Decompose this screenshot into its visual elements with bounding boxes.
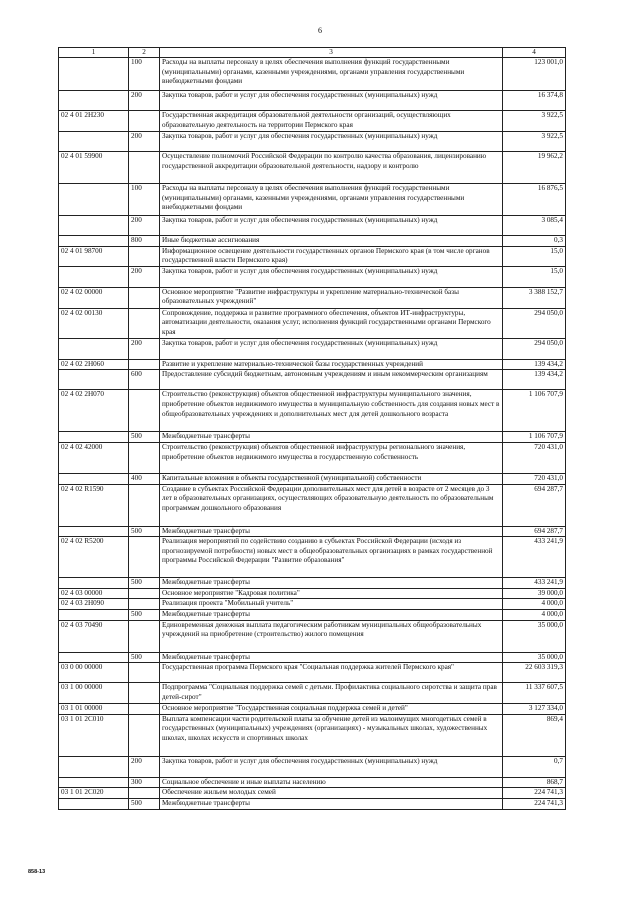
table-row: [59, 620, 566, 652]
expense-type-code: 600: [129, 370, 160, 390]
amount-value: 4 000,0: [503, 609, 566, 620]
amount-value: 39 000,0: [503, 588, 566, 599]
amount-value: 19 962,2: [503, 152, 566, 184]
table-row: [59, 308, 566, 338]
table-row: [59, 216, 566, 236]
expense-type-code: 500: [129, 578, 160, 589]
table-row: [59, 704, 566, 715]
amount-value: 35 000,0: [503, 620, 566, 652]
expense-name: Сопровождение, поддержка и развитие программного обеспечения, объектов ИТ-инфраструктуры, автоматизации деятельности, оказания услуг, исполнения функций государственными органами Пермского края: [160, 308, 503, 338]
budget-classification-code: 02 4 03 2Н090: [59, 599, 129, 610]
expense-type-code: [129, 246, 160, 266]
budget-classification-code: [59, 652, 129, 663]
budget-classification-code: [59, 526, 129, 537]
expense-name: Обеспечение жильем молодых семей: [160, 788, 503, 799]
budget-classification-code: 02 4 02 R1590: [59, 484, 129, 526]
table-row: [59, 287, 566, 308]
budget-classification-code: [59, 777, 129, 788]
table-row: [59, 484, 566, 526]
table-row: [59, 442, 566, 473]
amount-value: 4 000,0: [503, 599, 566, 610]
budget-classification-code: 02 4 02 00130: [59, 308, 129, 338]
budget-classification-code: [59, 132, 129, 152]
table-row: [59, 756, 566, 777]
amount-value: 16 374,8: [503, 91, 566, 111]
expense-name: Расходы на выплаты персоналу в целях обеспечения выполнения функций государственными (муниципальными) органами, казенными учреждениями, органами управления государственными внебюджетными фондами: [160, 58, 503, 91]
expense-name: Строительство (реконструкция) объектов общественной инфраструктуры регионального значения, приобретение объектов недвижимого имущества в государственную собственность: [160, 442, 503, 473]
expense-name: Закупка товаров, работ и услуг для обеспечения государственных (муниципальных) нужд: [160, 216, 503, 236]
expense-type-code: [129, 683, 160, 704]
budget-classification-code: 03 1 01 2С020: [59, 788, 129, 799]
expense-type-code: [129, 788, 160, 799]
budget-classification-code: 02 4 01 2Н230: [59, 111, 129, 132]
table-row: [59, 370, 566, 390]
budget-classification-code: 02 4 02 R5200: [59, 537, 129, 578]
expense-type-code: 200: [129, 216, 160, 236]
table-row: [59, 473, 566, 484]
amount-value: 224 741,3: [503, 798, 566, 809]
expense-name: Межбюджетные трансферты: [160, 798, 503, 809]
expense-type-code: 500: [129, 652, 160, 663]
expense-type-code: [129, 588, 160, 599]
table-row: [59, 432, 566, 443]
expense-name: Иные бюджетные ассигнования: [160, 236, 503, 247]
expense-type-code: [129, 390, 160, 432]
table-row: [59, 58, 566, 91]
expense-type-code: 800: [129, 236, 160, 247]
budget-classification-code: 02 4 02 2Н060: [59, 359, 129, 370]
expense-type-code: [129, 359, 160, 370]
amount-value: 694 287,7: [503, 484, 566, 526]
expense-type-code: 500: [129, 798, 160, 809]
amount-value: 1 106 707,9: [503, 432, 566, 443]
table-row: [59, 798, 566, 809]
table-row: [59, 663, 566, 683]
expense-name: Выплата компенсации части родительской платы за обучение детей из малоимущих многодетных семей в государственных (муниципальных) учреждениях (организациях) - музыкальных школах, художественных школах, школах искусств и спортивных школах: [160, 714, 503, 756]
table-row: [59, 683, 566, 704]
expense-type-code: 400: [129, 473, 160, 484]
table-row: [59, 599, 566, 610]
table-row: [59, 359, 566, 370]
budget-classification-code: [59, 370, 129, 390]
table-row: [59, 609, 566, 620]
expense-name: Межбюджетные трансферты: [160, 526, 503, 537]
expense-type-code: [129, 714, 160, 756]
amount-value: 3 922,5: [503, 111, 566, 132]
header-row: [59, 48, 566, 58]
budget-classification-code: [59, 58, 129, 91]
amount-value: 294 050,0: [503, 338, 566, 359]
table-row: [59, 588, 566, 599]
amount-value: 1 106 707,9: [503, 390, 566, 432]
expense-type-code: 200: [129, 756, 160, 777]
expense-name: Информационное освещение деятельности государственных органов Пермского края (в том числе органов государственной власти Пермского края): [160, 246, 503, 266]
amount-value: 869,4: [503, 714, 566, 756]
budget-classification-code: [59, 756, 129, 777]
page-number: 6: [318, 26, 322, 35]
expense-name: Создание в субъектах Российской Федерации дополнительных мест для детей в возрасте от 2 месяцев до 3 лет в образовательных организациях, осуществляющих образовательную деятельность по образовательным программам дошкольного образования: [160, 484, 503, 526]
budget-classification-code: 02 4 01 98700: [59, 246, 129, 266]
amount-value: 694 287,7: [503, 526, 566, 537]
budget-classification-code: [59, 184, 129, 216]
expense-name: Закупка товаров, работ и услуг для обеспечения государственных (муниципальных) нужд: [160, 266, 503, 287]
amount-value: 0,7: [503, 756, 566, 777]
table-row: [59, 152, 566, 184]
table-row: [59, 246, 566, 266]
budget-classification-code: [59, 91, 129, 111]
expense-type-code: 300: [129, 777, 160, 788]
expense-type-code: [129, 111, 160, 132]
expense-name: Расходы на выплаты персоналу в целях обеспечения выполнения функций государственными (муниципальными) органами, казенными учреждениями, органами управления государственными внебюджетными фондами: [160, 184, 503, 216]
table-row: [59, 236, 566, 247]
amount-value: 3 922,5: [503, 132, 566, 152]
expense-type-code: [129, 152, 160, 184]
expense-type-code: 500: [129, 432, 160, 443]
expense-name: Социальное обеспечение и иные выплаты населению: [160, 777, 503, 788]
table-row: [59, 266, 566, 287]
expense-type-code: [129, 599, 160, 610]
budget-classification-code: [59, 798, 129, 809]
expense-name: Предоставление субсидий бюджетным, автономным учреждениям и иным некоммерческим организациям: [160, 370, 503, 390]
table-row: [59, 338, 566, 359]
table-body: [59, 58, 566, 810]
amount-value: 224 741,3: [503, 788, 566, 799]
amount-value: 139 434,2: [503, 370, 566, 390]
expense-type-code: [129, 287, 160, 308]
expense-name: Государственная программа Пермского края "Социальная поддержка жителей Пермского края": [160, 663, 503, 683]
table-row: [59, 184, 566, 216]
budget-classification-code: 03 1 01 2С010: [59, 714, 129, 756]
expense-type-code: [129, 663, 160, 683]
table-row: [59, 788, 566, 799]
footer-code: 858-13: [28, 869, 46, 875]
expense-name: Основное мероприятие "Развитие инфраструктуры и укрепление материально-технической базы образовательных учреждений": [160, 287, 503, 308]
budget-classification-code: [59, 236, 129, 247]
budget-classification-code: [59, 473, 129, 484]
amount-value: 15,0: [503, 246, 566, 266]
expense-name: Осуществление полномочий Российской Федерации по контролю качества образования, лицензированию государственной аккредитации образовательной деятельности, надзору и контролю: [160, 152, 503, 184]
amount-value: 294 050,0: [503, 308, 566, 338]
expense-name: Закупка товаров, работ и услуг для обеспечения государственных (муниципальных) нужд: [160, 338, 503, 359]
expense-name: Единовременная денежная выплата педагогическим работникам муниципальных общеобразовательных учреждений на приобретение (строительство) жилого помещения: [160, 620, 503, 652]
header-col-2: 2: [129, 48, 160, 58]
expense-name: Капитальные вложения в объекты государственной (муниципальной) собственности: [160, 473, 503, 484]
header-col-3: 3: [160, 48, 503, 58]
amount-value: 16 876,5: [503, 184, 566, 216]
budget-classification-code: [59, 609, 129, 620]
amount-value: 3 388 152,7: [503, 287, 566, 308]
expense-type-code: 100: [129, 58, 160, 91]
expense-type-code: 200: [129, 338, 160, 359]
table-row: [59, 537, 566, 578]
expense-name: Межбюджетные трансферты: [160, 652, 503, 663]
budget-classification-code: 02 4 02 42000: [59, 442, 129, 473]
expense-type-code: 100: [129, 184, 160, 216]
amount-value: 123 001,0: [503, 58, 566, 91]
budget-classification-code: 03 0 00 00000: [59, 663, 129, 683]
expense-type-code: [129, 308, 160, 338]
expense-name: Закупка товаров, работ и услуг для обеспечения государственных (муниципальных) нужд: [160, 91, 503, 111]
expense-type-code: [129, 484, 160, 526]
expense-type-code: 200: [129, 132, 160, 152]
amount-value: 868,7: [503, 777, 566, 788]
amount-value: 22 603 319,3: [503, 663, 566, 683]
expense-type-code: 200: [129, 91, 160, 111]
table-row: [59, 526, 566, 537]
amount-value: 720 431,0: [503, 473, 566, 484]
expense-name: Межбюджетные трансферты: [160, 609, 503, 620]
amount-value: 720 431,0: [503, 442, 566, 473]
budget-classification-code: 03 1 00 00000: [59, 683, 129, 704]
table-row: [59, 390, 566, 432]
budget-classification-code: 02 4 03 70490: [59, 620, 129, 652]
expense-type-code: [129, 620, 160, 652]
budget-classification-code: 02 4 02 00000: [59, 287, 129, 308]
amount-value: 0,3: [503, 236, 566, 247]
budget-classification-code: [59, 266, 129, 287]
budget-classification-code: 02 4 01 59900: [59, 152, 129, 184]
header-col-1: 1: [59, 48, 129, 58]
table-row: [59, 111, 566, 132]
budget-classification-code: [59, 432, 129, 443]
expense-name: Подпрограмма "Социальная поддержка семей с детьми. Профилактика социального сиротства и защита прав детей-сирот": [160, 683, 503, 704]
expense-type-code: [129, 537, 160, 578]
expense-type-code: 200: [129, 266, 160, 287]
expense-name: Реализация мероприятий по содействию созданию в субъектах Российской Федерации (исходя из прогнозируемой потребности) новых мест в общеобразовательных организациях в рамках государственной программы Российской Федерации "Развитие образования": [160, 537, 503, 578]
expense-type-code: 500: [129, 526, 160, 537]
expense-name: Развитие и укрепление материально-технической базы государственных учреждений: [160, 359, 503, 370]
amount-value: 15,0: [503, 266, 566, 287]
table-row: [59, 578, 566, 589]
budget-table: [58, 47, 566, 810]
expense-name: Основное мероприятие "Государственная социальная поддержка семей и детей": [160, 704, 503, 715]
expense-name: Государственная аккредитация образовательной деятельности организаций, осуществляющих образовательную деятельность на территории Пермского края: [160, 111, 503, 132]
table-row: [59, 652, 566, 663]
budget-classification-code: [59, 578, 129, 589]
table-row: [59, 777, 566, 788]
budget-classification-code: [59, 338, 129, 359]
amount-value: 433 241,9: [503, 537, 566, 578]
budget-classification-code: 02 4 03 00000: [59, 588, 129, 599]
amount-value: 11 337 607,5: [503, 683, 566, 704]
amount-value: 433 241,9: [503, 578, 566, 589]
amount-value: 35 000,0: [503, 652, 566, 663]
table-row: [59, 91, 566, 111]
expense-name: Межбюджетные трансферты: [160, 432, 503, 443]
amount-value: 3 085,4: [503, 216, 566, 236]
expense-name: Строительство (реконструкция) объектов общественной инфраструктуры муниципального значения, приобретение объектов недвижимого имущества в муниципальную собственность для создания новых мест в общеобразовательных учреждениях и дополнительных мест для детей дошкольного возраста: [160, 390, 503, 432]
table-row: [59, 132, 566, 152]
expense-name: Закупка товаров, работ и услуг для обеспечения государственных (муниципальных) нужд: [160, 132, 503, 152]
expense-name: Реализация проекта "Мобильный учитель": [160, 599, 503, 610]
expense-type-code: 500: [129, 609, 160, 620]
amount-value: 139 434,2: [503, 359, 566, 370]
budget-classification-code: 03 1 01 00000: [59, 704, 129, 715]
budget-classification-code: [59, 216, 129, 236]
expense-name: Межбюджетные трансферты: [160, 578, 503, 589]
expense-name: Основное мероприятие "Кадровая политика": [160, 588, 503, 599]
expense-name: Закупка товаров, работ и услуг для обеспечения государственных (муниципальных) нужд: [160, 756, 503, 777]
budget-classification-code: 02 4 02 2Н070: [59, 390, 129, 432]
expense-type-code: [129, 704, 160, 715]
header-col-4: 4: [503, 48, 566, 58]
table-row: [59, 714, 566, 756]
expense-type-code: [129, 442, 160, 473]
amount-value: 3 127 334,0: [503, 704, 566, 715]
